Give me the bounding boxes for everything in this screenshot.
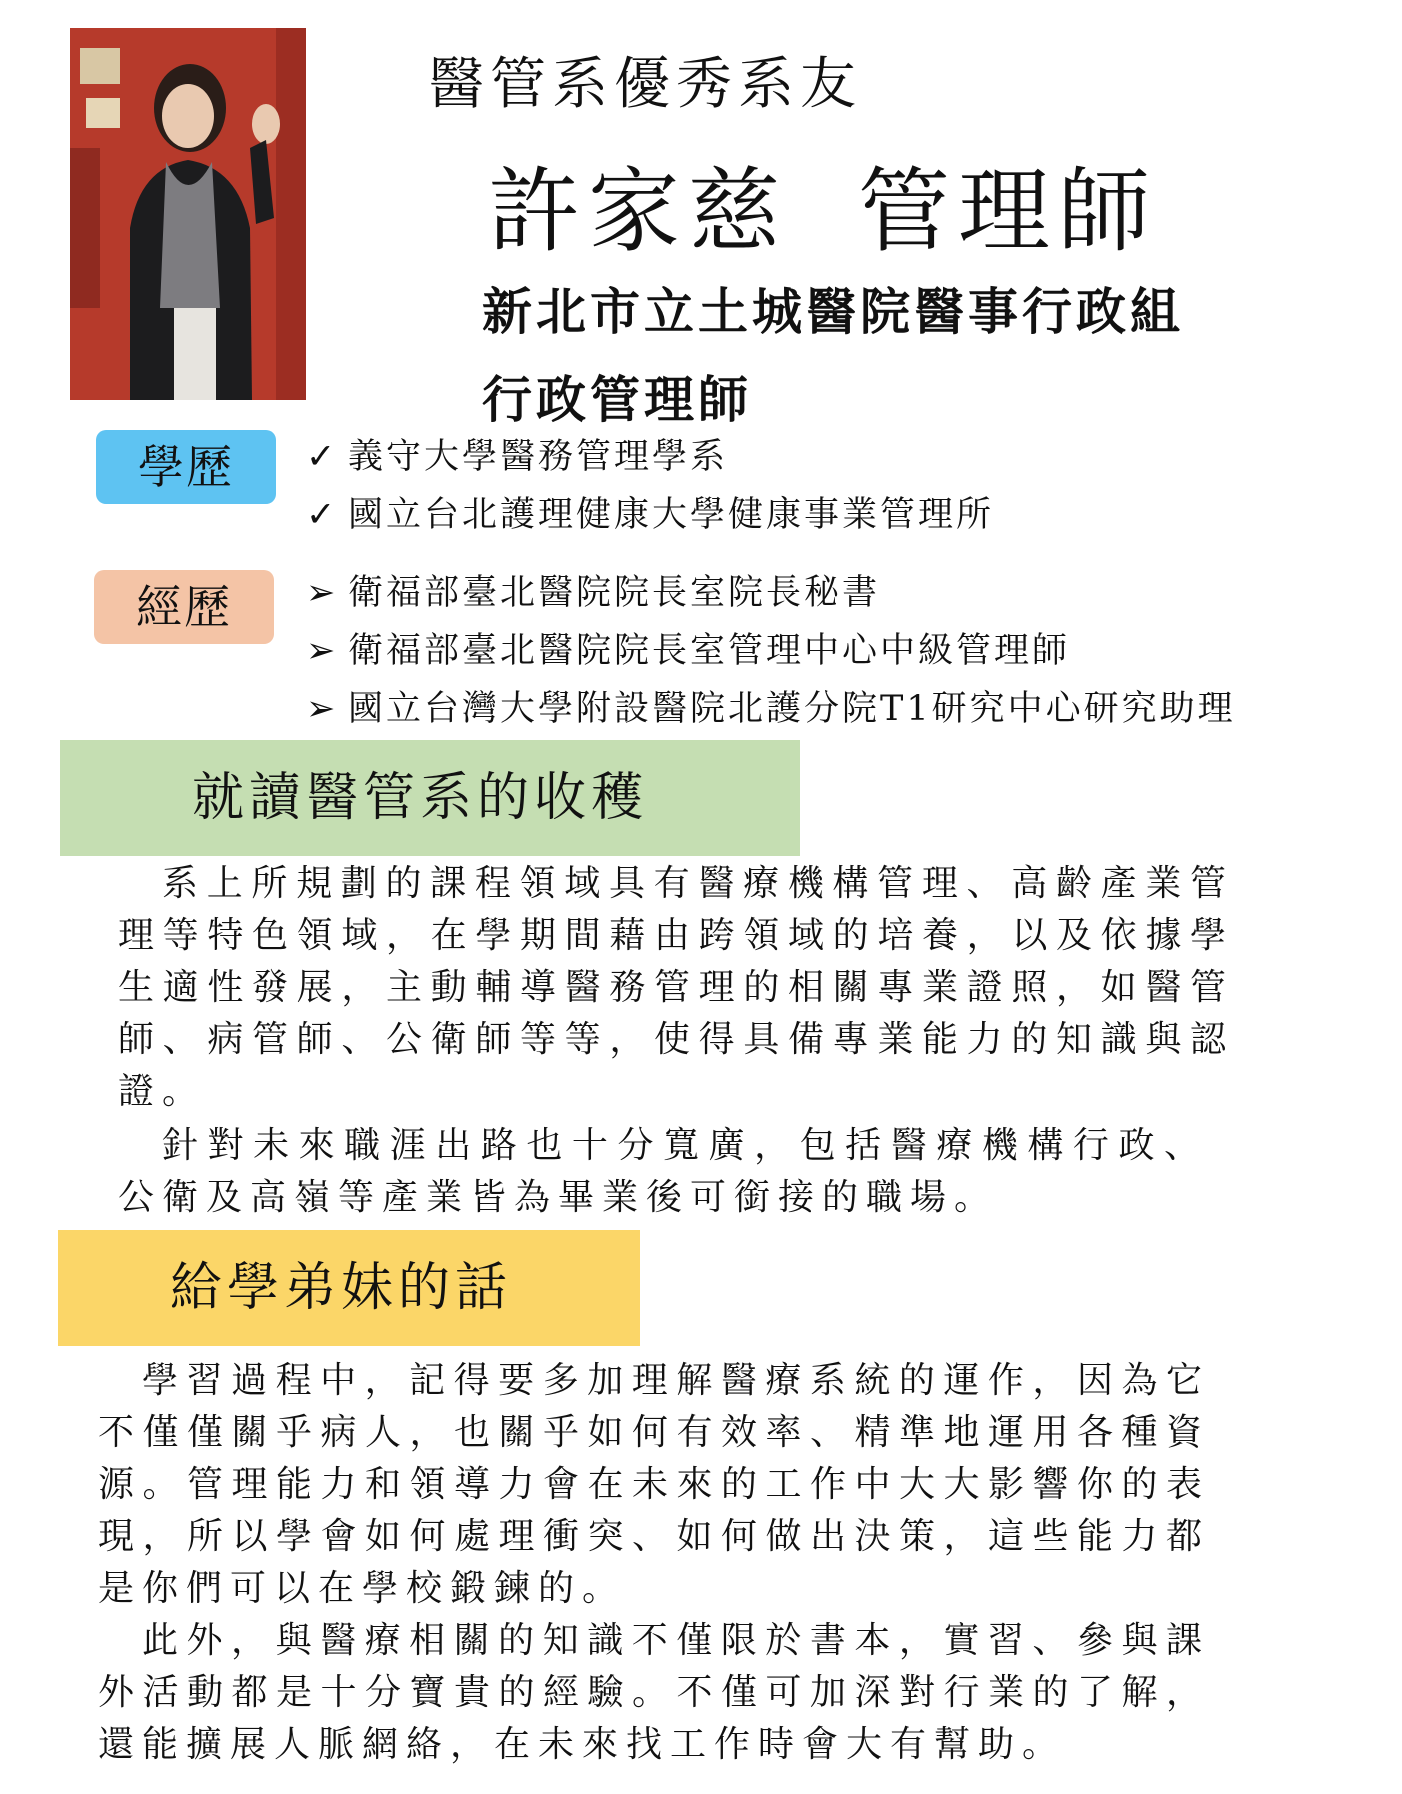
gains-paragraph: 針對未來職涯出路也十分寬廣，包括醫療機構行政、公衛及高嶺等產業皆為畢業後可銜接的職場。 [118, 1125, 1208, 1218]
advice-heading-text: 給學弟妹的話 [170, 1258, 513, 1318]
arrow-bullet-icon: ➢ [306, 631, 339, 671]
gains-heading-text: 就讀醫管系的收穫 [192, 768, 649, 828]
advice-paragraph: 學習過程中，記得要多加理解醫療系統的運作，因為它不僅僅關乎病人，也關乎如何有效率、精準地運用各種資源。管理能力和領導力會在未來的工作中大大影響你的表現，所以學會如何處理衝突、如何做出決策，這些能力都是你們可以在學校鍛鍊的。 [98, 1360, 1210, 1609]
check-icon: ✓ [306, 437, 339, 477]
list-item [306, 680, 1236, 738]
list-item [306, 486, 994, 544]
experience-item: 國立台灣大學附設醫院北護分院T1研究中心研究助理 [348, 689, 1236, 729]
person-name-title [488, 138, 1158, 270]
education-item: 國立台北護理健康大學健康事業管理所 [348, 495, 995, 535]
experience-badge: 經歷 [94, 570, 274, 644]
education-list [306, 428, 994, 544]
person-title: 管理師 [858, 158, 1159, 265]
list-item [306, 564, 1236, 622]
profile-photo-illustration [70, 28, 306, 400]
advice-heading [58, 1230, 640, 1346]
arrow-bullet-icon: ➢ [306, 573, 339, 613]
experience-item: 衛福部臺北醫院院長室管理中心中級管理師 [348, 631, 1071, 671]
check-icon: ✓ [306, 495, 339, 535]
person-name: 許家慈 [488, 158, 789, 265]
position: 行政管理師 [482, 371, 752, 429]
organization: 新北市立土城醫院醫事行政組 [482, 283, 1184, 341]
gains-paragraph: 系上所規劃的課程領域具有醫療機構管理、高齡產業管理等特色領域，在學期間藉由跨領域的培養，以及依據學生適性發展，主動輔導醫務管理的相關專業證照，如醫管師、病管師、公衛師等等，使得具備專業能力的知識與認證。 [118, 863, 1234, 1112]
arrow-bullet-icon: ➢ [306, 689, 339, 729]
advice-paragraph: 此外，與醫療相關的知識不僅限於書本，實習、參與課外活動都是十分寶貴的經驗。不僅可加深對行業的了解，還能擴展人脈網絡，在未來找工作時會大有幫助。 [98, 1620, 1210, 1765]
page-subtitle: 醫管系優秀系友 [428, 52, 862, 117]
list-item [306, 428, 994, 486]
experience-item: 衛福部臺北醫院院長室院長秘書 [348, 573, 881, 613]
education-badge: 學歷 [96, 430, 276, 504]
experience-list [306, 564, 1236, 738]
profile-photo [70, 28, 306, 400]
list-item [306, 622, 1236, 680]
gains-heading [60, 740, 800, 856]
education-item: 義守大學醫務管理學系 [348, 437, 729, 477]
